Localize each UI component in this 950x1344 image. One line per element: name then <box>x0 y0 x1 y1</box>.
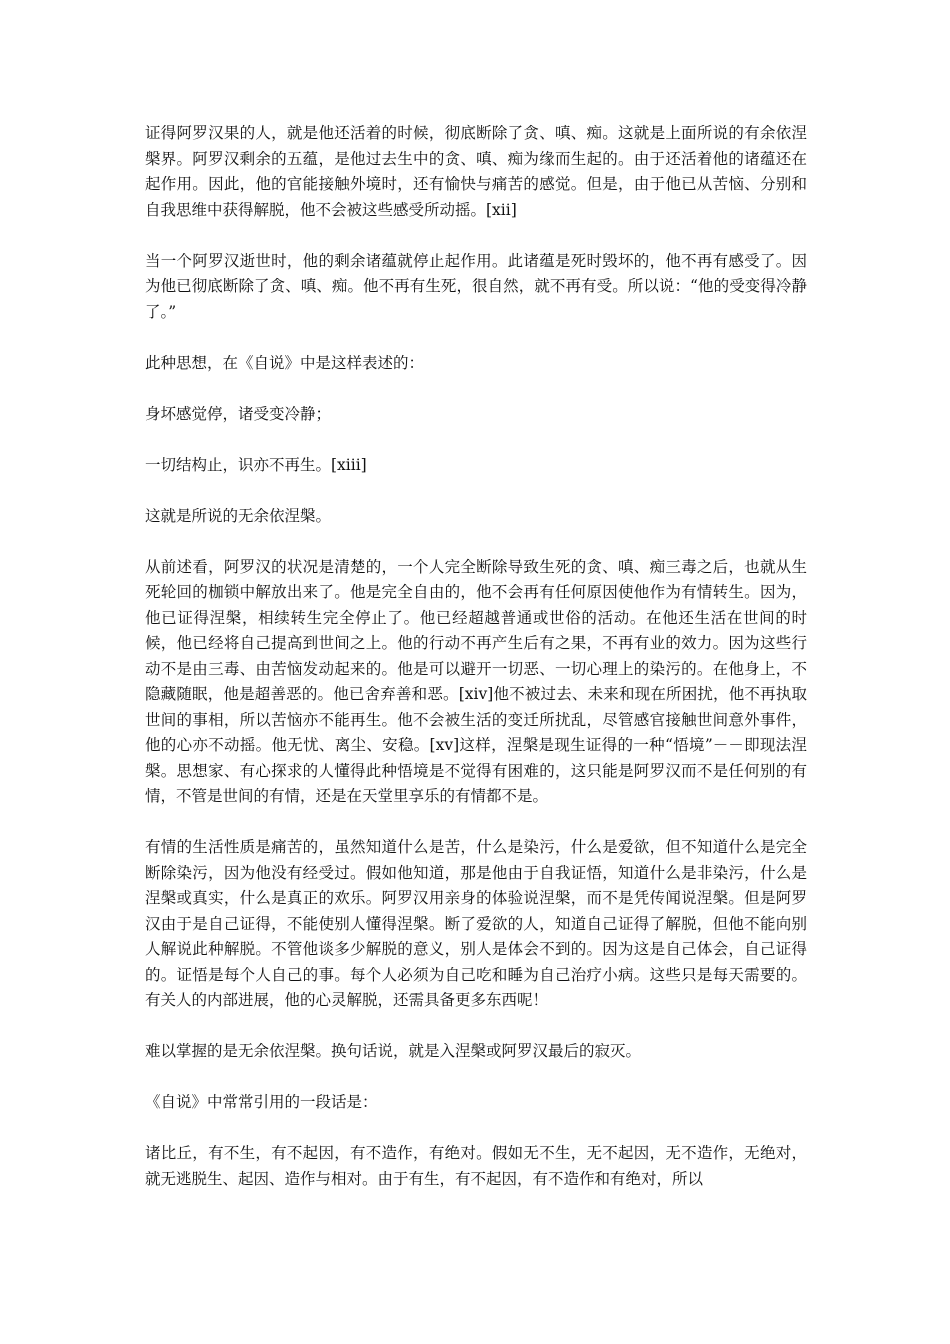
paragraph-anupadisesa-nibbana: 这就是所说的无余依涅槃。 <box>145 506 332 525</box>
paragraph-udana-quote-intro: 《自说》中常常引用的一段话是： <box>145 1093 378 1111</box>
document-body <box>145 121 807 1218</box>
paragraph-udana-intro: 此种思想，在《自说》中是这样表述的： <box>145 353 425 372</box>
paragraph-arhat-death: 当一个阿罗汉逝世时，他的剩余诸蕴就停止起作用。此诸蕴是死时毁坏的，他不再有感受了。因为他已彻底断除了贪、嗔、痴。他不再有生死，很自然，就不再有受。所以说：“他的受变得冷静了。” <box>145 251 807 321</box>
paragraph-hard-to-grasp: 难以掌握的是无余依涅槃。换句话说，就是入涅槃或阿罗汉最后的寂灭。 <box>145 1042 642 1060</box>
verse-line-1: 身坏感觉停，诸受变冷静； <box>145 404 332 423</box>
paragraph-arhat-attainment: 证得阿罗汉果的人，就是他还活着的时候，彻底断除了贪、嗔、痴。这就是上面所说的有余依涅槃界。阿罗汉剩余的五蕴，是他过去生中的贪、嗔、痴为缘而生起的。由于还活着他的诸蕴还在起作用。因此，他的官能接触外境时，还有愉快与痛苦的感觉。但是，由于他已从苦恼、分别和自我思维中获得解脱，他不会被这些感受所动摇。[xii] <box>145 124 807 219</box>
paragraph-arhat-state: 从前述看，阿罗汉的状况是清楚的，一个人完全断除导致生死的贪、嗔、痴三毒之后，也就从生死轮回的枷锁中解放出来了。他是完全自由的，他不会再有任何原因使他作为有情转生。因为，他已证得涅槃，相续转生完全停止了。他已经超越普通或世俗的活动。在他还生活在世间的时候，他已经将自己提高到世间之上。他的行动不再产生后有之果，不再有业的效力。因为这些行动不是由三毒、由苦恼发动起来的。他是可以避开一切恶、一切心理上的染污的。在他身上，不隐藏随眠，他是超善恶的。他已舍弃善和恶。[xiv]他不被过去、未来和现在所困扰，他不再执取世间的事相，所以苦恼亦不能再生。他不会被生活的变迁所扰乱，尽管感官接触世间意外事件，他的心亦不动摇。他无忧、离尘、安稳。[xv]这样，涅槃是现生证得的一种“悟境”－－即现法涅槃。思想家、有心探求的人懂得此种悟境是不觉得有困难的，这只能是阿罗汉而不是任何别的有情，不管是世间的有情，还是在天堂里享乐的有情都不是。 <box>145 557 807 805</box>
verse-line-2: 一切结构止，识亦不再生。[xiii] <box>145 455 367 474</box>
paragraph-sentient-suffering: 有情的生活性质是痛苦的，虽然知道什么是苦，什么是染污，什么是爱欲，但不知道什么是完全断除染污，因为他没有经受过。假如他知道，那是他由于自我证悟，知道什么是非染污，什么是涅槃或真实，什么是真正的欢乐。阿罗汉用亲身的体验说涅槃，而不是凭传闻说涅槃。但是阿罗汉由于是自己证得，不能使别人懂得涅槃。断了爱欲的人，知道自己证得了解脱，但他不能向别人解说此种解脱。不管他谈多少解脱的意义，别人是体会不到的。因为这是自己体会，自己证得的。证悟是每个人自己的事。每个人必须为自己吃和睡为自己治疗小病。这些只是每天需要的。有关人的内部进展，他的心灵解脱，还需具备更多东西呢！ <box>145 838 807 1009</box>
paragraph-bhikkhus-quote: 诸比丘，有不生，有不起因，有不造作，有绝对。假如无不生，无不起因，无不造作，无绝对，就无逃脱生、起因、造作与相对。由于有生，有不起因，有不造作和有绝对，所以 <box>145 1144 807 1188</box>
